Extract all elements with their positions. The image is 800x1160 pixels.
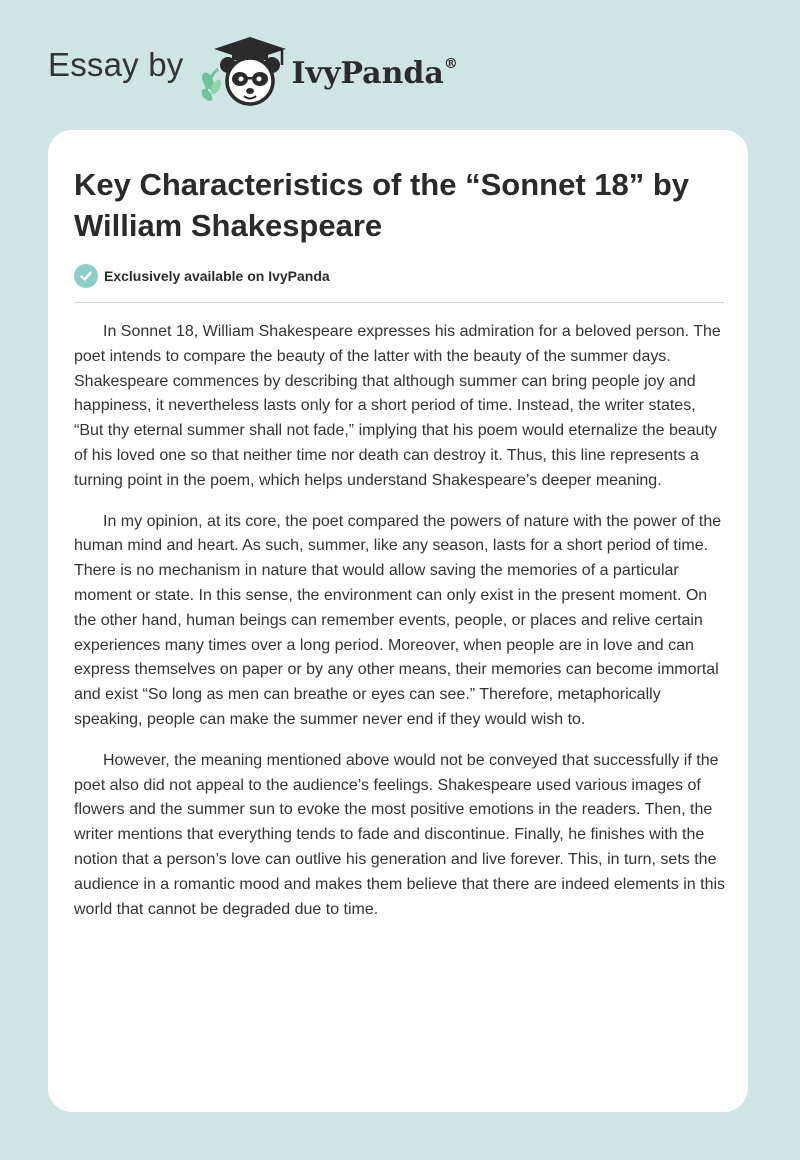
divider bbox=[74, 302, 724, 303]
paragraph: However, the meaning mentioned above would not be conveyed that successfully if the poet also did not appeal to the audience’s feelings. Shakespeare used various images of flowers and the summer sun to evoke the most positive emotions in the readers. Then, the writer mentions that everything tends to fade and discontinue. Finally, he finishes with the notion that a person’s love can outlive his generation and live forever. This, in turn, sets the audience in a romantic mood and makes them believe that there are indeed elements in this world that cannot be degraded due to time. bbox=[74, 751, 726, 918]
panda-logo-icon[interactable] bbox=[198, 35, 290, 107]
paragraph: In Sonnet 18, William Shakespeare expresses his admiration for a beloved person. The poet intends to compare the beauty of the latter with the beauty of the summer days. Shakespeare commences by describing that although summer can bring people joy and happiness, it nevertheless lasts only for a short period of time. Instead, the writer states, “But thy eternal summer shall not fade,” implying that his poem would eternalize the beauty of his loved one so that neither time nor death can destroy it. Thus, this line represents a turning point in the poem, which helps understand Shakespeare’s deeper meaning. bbox=[74, 323, 721, 489]
paragraph: In my opinion, at its core, the poet compared the powers of nature with the power of the human mind and heart. As such, summer, like any season, lasts for a short period of time. There is no mechanism in nature that would allow saving the memories of a particular moment or state. In this sense, the environment can only exist in the present moment. On the other hand, human beings can remember events, people, or places and relive certain experiences many times over a long period. Moreover, when people are in love and can express themselves on paper or by any other means, their memories can become immortal and exist “So long as men can breathe or eyes can see.” Therefore, metaphorically speaking, people can make the summer never end if they would wish to. bbox=[74, 512, 722, 728]
brand-name[interactable] bbox=[292, 56, 458, 91]
essay-body bbox=[74, 320, 726, 938]
registered-mark: ® bbox=[443, 55, 458, 72]
essay-by-label: Essay by bbox=[48, 46, 184, 83]
essay-title: Key Characteristics of the “Sonnet 18” by William Shakespeare bbox=[74, 167, 690, 243]
essay-card bbox=[48, 130, 748, 1112]
site-header bbox=[48, 36, 458, 106]
exclusive-badge bbox=[74, 264, 330, 288]
exclusive-badge-label: Exclusively available on IvyPanda bbox=[104, 268, 330, 284]
brand-text: IvyPanda bbox=[291, 55, 444, 91]
check-icon bbox=[74, 264, 98, 288]
